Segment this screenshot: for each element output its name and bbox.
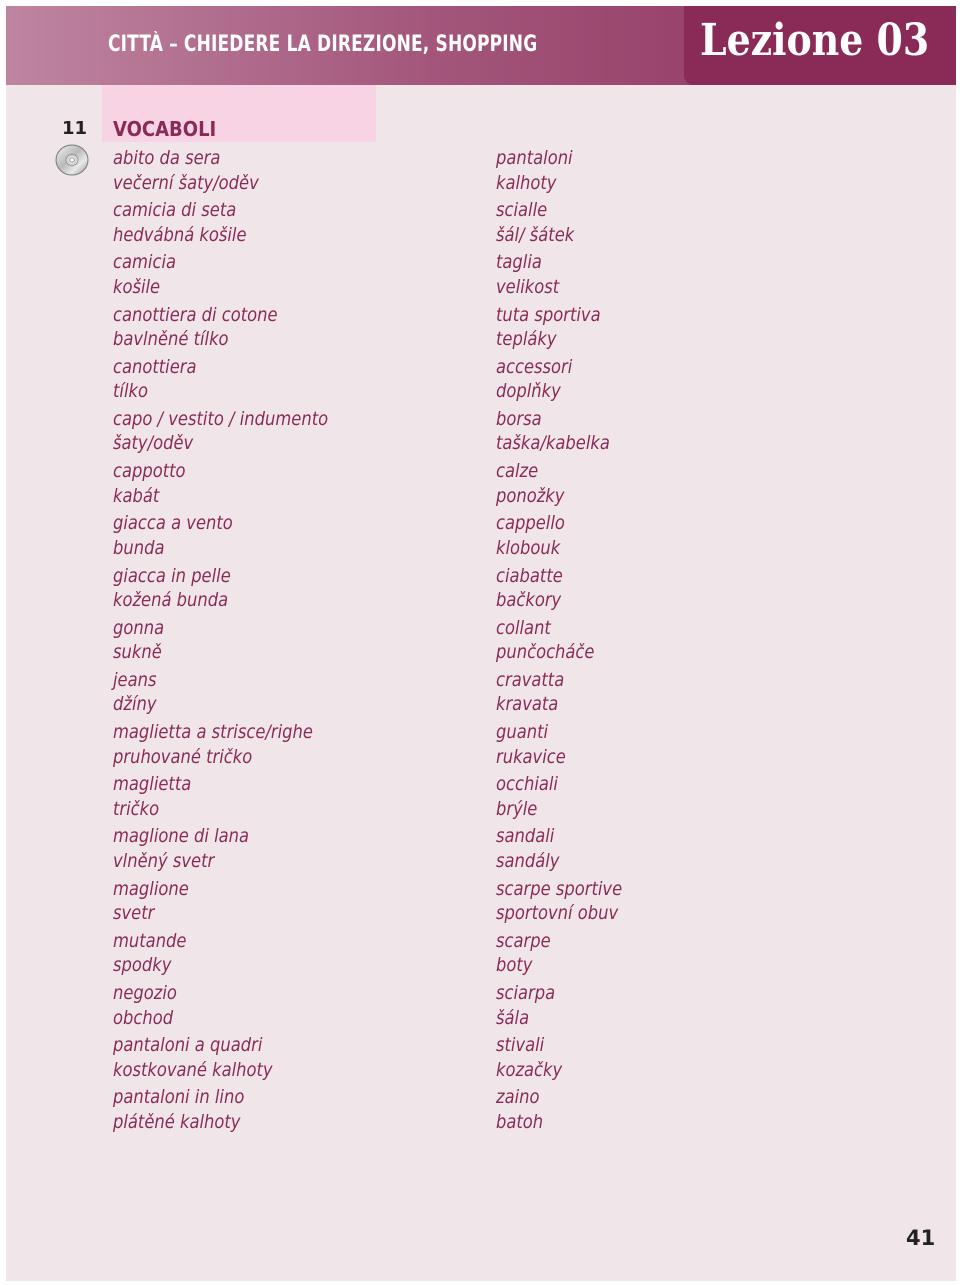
italian-term: pantaloni — [496, 147, 573, 169]
vocab-entry — [496, 720, 856, 772]
italian-term: giacca in pelle — [113, 564, 231, 587]
italian-term: scarpe — [496, 929, 551, 952]
lesson-label: Lezione 03 — [700, 15, 930, 66]
vocab-entry — [113, 1033, 473, 1085]
czech-translation: sportovní obuv — [496, 902, 619, 925]
page-number: 41 — [906, 1226, 936, 1250]
czech-translation: obchod — [113, 1006, 174, 1029]
czech-translation: svetr — [113, 902, 155, 925]
czech-translation: punčocháče — [496, 641, 595, 664]
czech-translation: košile — [113, 275, 161, 298]
italian-term: maglione di lana — [113, 825, 250, 848]
czech-translation: brýle — [496, 797, 538, 820]
vocab-entry — [496, 877, 856, 929]
chapter-title: CITTÀ – CHIEDERE LA DIREZIONE, SHOPPING — [108, 32, 538, 57]
vocab-entry — [113, 511, 473, 563]
czech-translation: velikost — [496, 275, 560, 298]
italian-term: tuta sportiva — [496, 303, 601, 326]
czech-translation: šála — [496, 1006, 530, 1029]
vocab-entry — [113, 407, 473, 459]
italian-term: borsa — [496, 407, 542, 430]
czech-translation: bavlněné tílko — [113, 328, 229, 351]
italian-term: scarpe sportive — [496, 877, 623, 900]
czech-translation: bačkory — [496, 589, 562, 611]
czech-translation: ponožky — [496, 484, 565, 507]
italian-term: maglietta a strisce/righe — [113, 721, 313, 744]
italian-term: calze — [496, 460, 539, 483]
vocab-entry — [113, 981, 473, 1033]
vocab-entry — [496, 459, 856, 511]
vocab-entry — [496, 198, 856, 250]
czech-translation: boty — [496, 954, 533, 977]
italian-term: canottiera — [113, 355, 197, 378]
czech-translation: tílko — [113, 380, 148, 403]
italian-term: gonna — [113, 616, 165, 639]
vocab-entry — [113, 668, 473, 720]
italian-term: sciarpa — [496, 982, 556, 1004]
vocab-entry — [496, 250, 856, 302]
vocab-entry — [496, 407, 856, 459]
czech-translation: šál/ šátek — [496, 223, 575, 246]
czech-translation: bunda — [113, 536, 165, 559]
vocab-entry — [113, 616, 473, 668]
vocab-entry — [496, 616, 856, 668]
czech-translation: spodky — [113, 954, 172, 977]
italian-term: jeans — [113, 668, 157, 691]
vocab-entry — [113, 198, 473, 250]
vocab-entry — [113, 355, 473, 407]
italian-term: occhiali — [496, 773, 558, 796]
vocab-entry — [113, 146, 473, 198]
czech-translation: hedvábná košile — [113, 223, 247, 246]
vocab-entry — [496, 146, 856, 198]
italian-term: guanti — [496, 721, 549, 744]
vocab-entry — [496, 1085, 856, 1137]
italian-term: cravatta — [496, 668, 565, 691]
czech-translation: kozačky — [496, 1058, 563, 1081]
italian-term: collant — [496, 616, 551, 639]
italian-term: pantaloni in lino — [113, 1086, 245, 1109]
italian-term: ciabatte — [496, 564, 563, 587]
italian-term: maglione — [113, 877, 189, 900]
vocab-entry — [496, 772, 856, 824]
vocab-entry — [496, 824, 856, 876]
czech-translation: kalhoty — [496, 171, 557, 194]
vocab-list-left — [113, 146, 473, 1138]
vocab-entry — [113, 250, 473, 302]
vocab-entry — [113, 459, 473, 511]
czech-translation: klobouk — [496, 536, 561, 559]
italian-term: cappello — [496, 512, 565, 535]
italian-term: abito da sera — [113, 147, 221, 169]
vocab-entry — [496, 355, 856, 407]
vocab-entry — [496, 929, 856, 981]
section-title: VOCABOLI — [113, 117, 217, 141]
vocab-entry — [113, 824, 473, 876]
vocab-entry — [113, 564, 473, 616]
italian-term: stivali — [496, 1034, 545, 1057]
vocab-entry — [496, 564, 856, 616]
czech-translation: tričko — [113, 797, 160, 820]
vocab-entry — [113, 772, 473, 824]
italian-term: camicia — [113, 251, 176, 274]
czech-translation: sukně — [113, 641, 162, 664]
czech-translation: doplňky — [496, 380, 561, 403]
italian-term: mutande — [113, 929, 187, 952]
italian-term: maglietta — [113, 773, 192, 796]
czech-translation: kabát — [113, 484, 160, 507]
italian-term: capo / vestito / indumento — [113, 407, 329, 430]
vocab-entry — [496, 511, 856, 563]
czech-translation: šaty/oděv — [113, 432, 194, 455]
italian-term: zaino — [496, 1086, 540, 1109]
czech-translation: taška/kabelka — [496, 432, 610, 455]
italian-term: sandali — [496, 825, 555, 848]
czech-translation: pruhované tričko — [113, 745, 253, 768]
czech-translation: kožená bunda — [113, 589, 229, 611]
czech-translation: kravata — [496, 693, 559, 716]
czech-translation: tepláky — [496, 328, 557, 351]
vocab-entry — [113, 929, 473, 981]
italian-term: scialle — [496, 199, 548, 222]
italian-term: negozio — [113, 982, 177, 1004]
vocab-entry — [113, 1085, 473, 1137]
vocab-entry — [496, 668, 856, 720]
italian-term: giacca a vento — [113, 512, 233, 535]
czech-translation: plátěné kalhoty — [113, 1110, 241, 1133]
italian-term: taglia — [496, 251, 542, 274]
vocab-entry — [113, 303, 473, 355]
czech-translation: kostkované kalhoty — [113, 1058, 273, 1081]
vocab-list-right — [496, 146, 856, 1138]
vocab-entry — [496, 981, 856, 1033]
czech-translation: rukavice — [496, 745, 566, 768]
italian-term: canottiera di cotone — [113, 303, 278, 326]
czech-translation: džíny — [113, 693, 157, 716]
czech-translation: večerní šaty/oděv — [113, 171, 259, 194]
vocab-entry — [113, 720, 473, 772]
italian-term: pantaloni a quadri — [113, 1034, 263, 1057]
czech-translation: sandály — [496, 849, 560, 872]
czech-translation: vlněný svetr — [113, 849, 215, 872]
italian-term: cappotto — [113, 460, 186, 483]
czech-translation: batoh — [496, 1110, 544, 1133]
track-number: 11 — [62, 118, 88, 139]
italian-term: camicia di seta — [113, 199, 237, 222]
vocab-entry — [496, 1033, 856, 1085]
vocab-entry — [496, 303, 856, 355]
italian-term: accessori — [496, 355, 573, 378]
cd-icon — [54, 142, 90, 178]
vocab-entry — [113, 877, 473, 929]
